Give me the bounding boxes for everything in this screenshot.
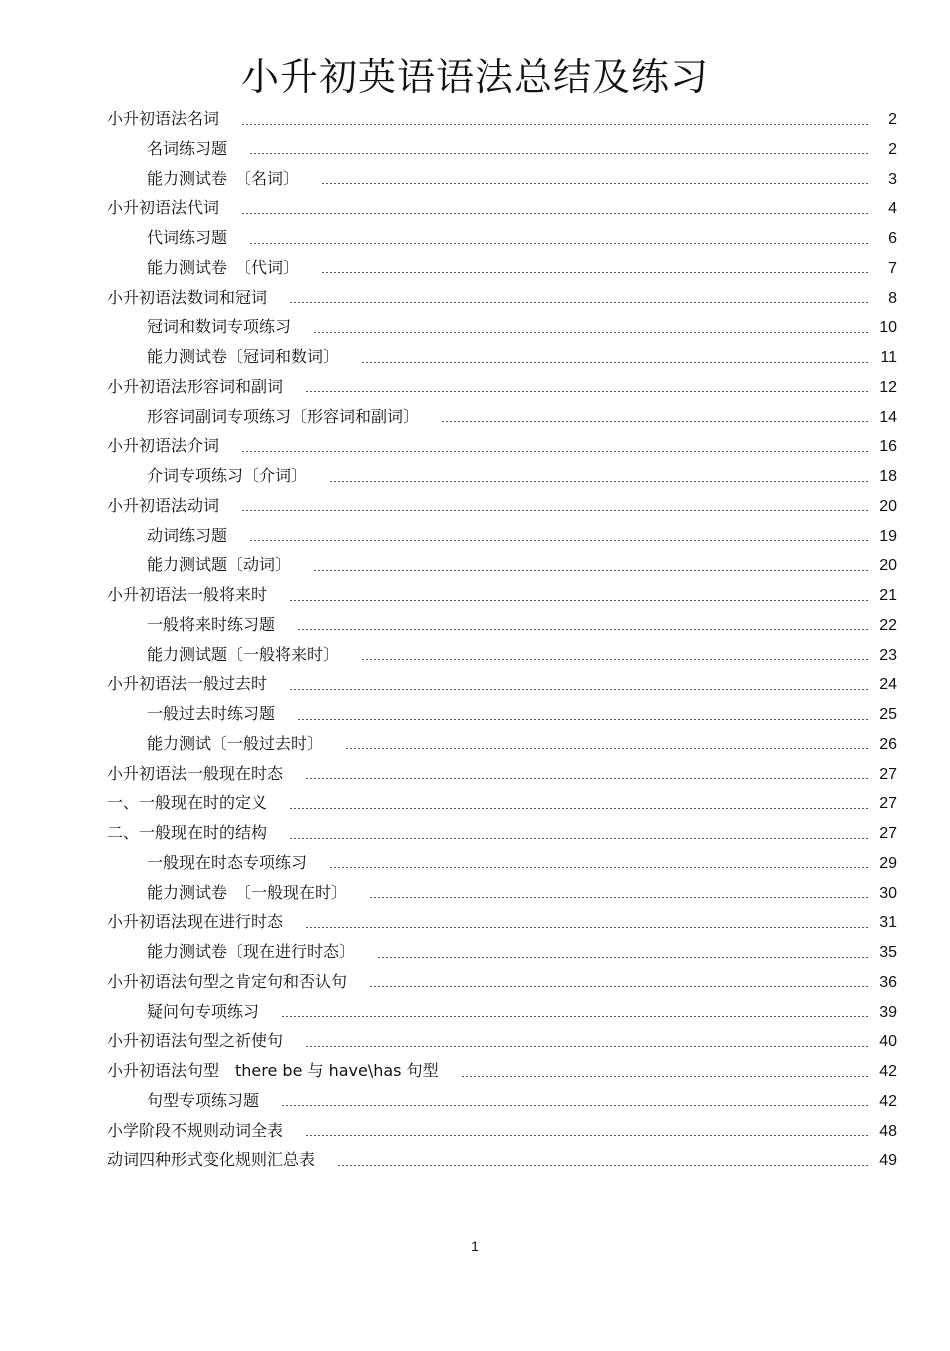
toc-entry-page: 20 [879, 497, 897, 515]
toc-entry-page: 12 [879, 378, 897, 396]
toc-entry-page: 21 [879, 587, 897, 604]
toc-leader-dots [289, 808, 869, 809]
toc-entry-page: 40 [879, 1033, 897, 1051]
toc-entry-label: 动词练习题 [147, 525, 228, 545]
toc-entry[interactable] [107, 1117, 897, 1145]
toc-entry-page: 36 [879, 973, 897, 991]
toc-entry-page: 19 [879, 527, 897, 545]
toc-entry-page: 2 [888, 140, 897, 158]
document-title: 小升初英语语法总结及练习 [240, 55, 709, 99]
toc-leader-dots [361, 659, 869, 660]
toc-entry-label: 小升初语法代词 [107, 198, 220, 218]
toc-entry-page: 6 [888, 230, 897, 247]
toc-leader-dots [289, 302, 869, 303]
toc-leader-dots [305, 391, 869, 392]
toc-entry-label: 小升初语法一般将来时 [107, 585, 268, 604]
toc-entry-page: 49 [879, 1152, 897, 1170]
toc-entry-page: 7 [888, 259, 897, 277]
toc-entry[interactable] [147, 879, 897, 907]
toc-entry-label: 小升初语法形容词和副词 [107, 376, 284, 396]
toc-entry[interactable] [107, 760, 897, 788]
toc-entry-page: 20 [879, 557, 897, 575]
toc-entry-label: 一般过去时练习题 [147, 704, 276, 723]
toc-entry-page: 27 [879, 795, 897, 813]
toc-leader-dots [369, 897, 869, 898]
toc-entry-label: 二、一般现在时的结构 [107, 823, 268, 842]
toc-leader-dots [361, 362, 869, 363]
toc-leader-dots [249, 540, 869, 541]
toc-entry[interactable] [107, 581, 897, 609]
toc-leader-dots [249, 153, 869, 154]
toc-entry-label: 小学阶段不规则动词全表 [107, 1120, 284, 1140]
toc-entry-label: 疑问句专项练习 [147, 1001, 260, 1021]
toc-entry-page: 27 [879, 825, 897, 842]
toc-leader-dots [289, 689, 869, 690]
toc-entry-label: 能力测试题〔动词〕 [147, 555, 292, 575]
toc-entry-label: 一、一般现在时的定义 [107, 793, 268, 813]
toc-entry-page: 22 [879, 616, 897, 634]
toc-entry-page: 23 [879, 646, 897, 664]
toc-entry[interactable] [147, 700, 897, 728]
toc-entry-label: 小升初语法数词和冠词 [107, 287, 268, 307]
toc-leader-dots [281, 1105, 869, 1106]
toc-leader-dots [441, 421, 869, 422]
toc-entry[interactable] [107, 105, 897, 133]
toc-entry[interactable] [107, 432, 897, 460]
toc-entry[interactable] [147, 938, 897, 966]
toc-entry-page: 30 [879, 884, 897, 902]
toc-leader-dots [241, 213, 869, 214]
toc-entry[interactable] [147, 135, 897, 163]
toc-entry[interactable] [147, 849, 897, 877]
toc-entry-page: 39 [879, 1003, 897, 1021]
toc-entry-label: 小升初语法一般现在时态 [107, 763, 284, 783]
toc-entry-label: 小升初语法一般过去时 [107, 674, 268, 694]
toc-entry[interactable] [107, 789, 897, 817]
toc-entry[interactable] [147, 254, 897, 282]
toc-entry-label: 形容词副词专项练习〔形容词和副词〕 [147, 406, 420, 426]
toc-entry-label: 小升初语法动词 [107, 495, 220, 515]
toc-entry[interactable] [147, 313, 897, 341]
toc-entry[interactable] [147, 165, 897, 193]
toc-leader-dots [461, 1076, 869, 1077]
toc-leader-dots [313, 332, 869, 333]
toc-entry-label: 句型专项练习题 [147, 1090, 260, 1110]
toc-entry[interactable] [107, 1057, 897, 1085]
toc-leader-dots [281, 1016, 869, 1017]
toc-leader-dots [305, 778, 869, 779]
toc-leader-dots [305, 1135, 869, 1136]
toc-entry-page: 3 [888, 170, 897, 188]
toc-entry-label: 代词练习题 [147, 228, 228, 247]
toc-leader-dots [329, 867, 869, 868]
toc-entry[interactable] [107, 908, 897, 936]
toc-entry[interactable] [107, 492, 897, 520]
toc-entry[interactable] [147, 998, 897, 1026]
toc-entry[interactable] [107, 968, 897, 996]
toc-entry[interactable] [107, 194, 897, 222]
toc-entry-page: 4 [888, 200, 897, 218]
toc-entry-label: 小升初语法句型之肯定句和否认句 [107, 971, 348, 991]
toc-leader-dots [297, 719, 869, 720]
toc-entry-label: 名词练习题 [147, 138, 228, 158]
toc-entry[interactable] [147, 403, 897, 431]
toc-entry-label: 动词四种形式变化规则汇总表 [107, 1150, 316, 1170]
toc-entry-page: 16 [879, 438, 897, 456]
toc-entry-label: 一般现在时态专项练习 [147, 852, 308, 872]
toc-entry-label: 小升初语法现在进行时态 [107, 912, 284, 932]
toc-entry[interactable] [107, 819, 897, 847]
toc-entry-label: 小升初语法名词 [107, 109, 220, 128]
toc-leader-dots [313, 570, 869, 571]
toc-entry-page: 10 [879, 319, 897, 337]
toc-entry[interactable] [147, 522, 897, 550]
toc-entry[interactable] [147, 551, 897, 579]
toc-leader-dots [289, 838, 869, 839]
toc-entry-page: 31 [879, 914, 897, 932]
toc-entry-page: 29 [879, 854, 897, 872]
toc-leader-dots [289, 600, 869, 601]
toc-entry[interactable] [107, 1027, 897, 1055]
toc-entry-label: 能力测试卷 〔一般现在时〕 [147, 882, 348, 902]
toc-entry[interactable] [147, 641, 897, 669]
toc-leader-dots [369, 986, 869, 987]
toc-entry-page: 18 [879, 468, 897, 485]
toc-leader-dots [321, 183, 869, 184]
toc-entry[interactable] [147, 1087, 897, 1115]
toc-entry-page: 42 [879, 1092, 897, 1110]
toc-leader-dots [377, 957, 869, 958]
toc-entry-label: 能力测试卷〔现在进行时态〕 [147, 942, 356, 961]
toc-entry[interactable] [107, 670, 897, 698]
toc-entry-page: 11 [880, 349, 897, 366]
toc-entry-page: 2 [888, 111, 897, 128]
toc-leader-dots [305, 1046, 869, 1047]
toc-entry-label: 介词专项练习〔介词〕 [147, 466, 308, 485]
toc-entry-page: 24 [879, 676, 897, 694]
toc-entry-page: 14 [879, 408, 897, 426]
toc-leader-dots [241, 451, 869, 452]
toc-entry[interactable] [107, 284, 897, 312]
toc-entry-page: 35 [879, 944, 897, 961]
toc-entry-page: 26 [879, 735, 897, 753]
toc-leader-dots [321, 272, 869, 273]
toc-leader-dots [305, 927, 869, 928]
toc-entry-label: 能力测试〔一般过去时〕 [147, 733, 324, 753]
toc-entry-label: 一般将来时练习题 [147, 614, 276, 634]
toc-entry[interactable] [147, 611, 897, 639]
toc-entry-label: 能力测试题〔一般将来时〕 [147, 644, 340, 664]
toc-entry-label: 能力测试卷 〔名词〕 [147, 168, 300, 188]
toc-entry[interactable] [107, 1146, 897, 1174]
toc-entry[interactable] [107, 373, 897, 401]
toc-leader-dots [297, 629, 869, 630]
toc-entry-page: 42 [879, 1063, 897, 1080]
toc-leader-dots [345, 748, 869, 749]
toc-entry[interactable] [147, 462, 897, 490]
toc-entry[interactable] [147, 224, 897, 252]
toc-entry-label: 小升初语法句型 there be 与 have\has 句型 [107, 1061, 439, 1080]
toc-leader-dots [329, 481, 869, 482]
toc-entry-label: 小升初语法介词 [107, 436, 220, 456]
toc-entry[interactable] [147, 730, 897, 758]
toc-entry-label: 小升初语法句型之祈使句 [107, 1031, 284, 1051]
toc-leader-dots [249, 243, 869, 244]
toc-entry-page: 8 [888, 289, 897, 307]
toc-leader-dots [241, 124, 869, 125]
toc-entry-label: 冠词和数词专项练习 [147, 317, 292, 337]
toc-entry-label: 能力测试卷〔冠词和数词〕 [147, 347, 340, 366]
page-number: 1 [471, 1238, 479, 1254]
toc-entry[interactable] [147, 343, 897, 371]
toc-entry-page: 25 [879, 706, 897, 723]
toc-leader-dots [241, 510, 869, 511]
toc-entry-label: 能力测试卷 〔代词〕 [147, 257, 300, 277]
toc-leader-dots [337, 1165, 869, 1166]
toc-entry-page: 48 [879, 1122, 897, 1140]
toc-entry-page: 27 [879, 765, 897, 783]
